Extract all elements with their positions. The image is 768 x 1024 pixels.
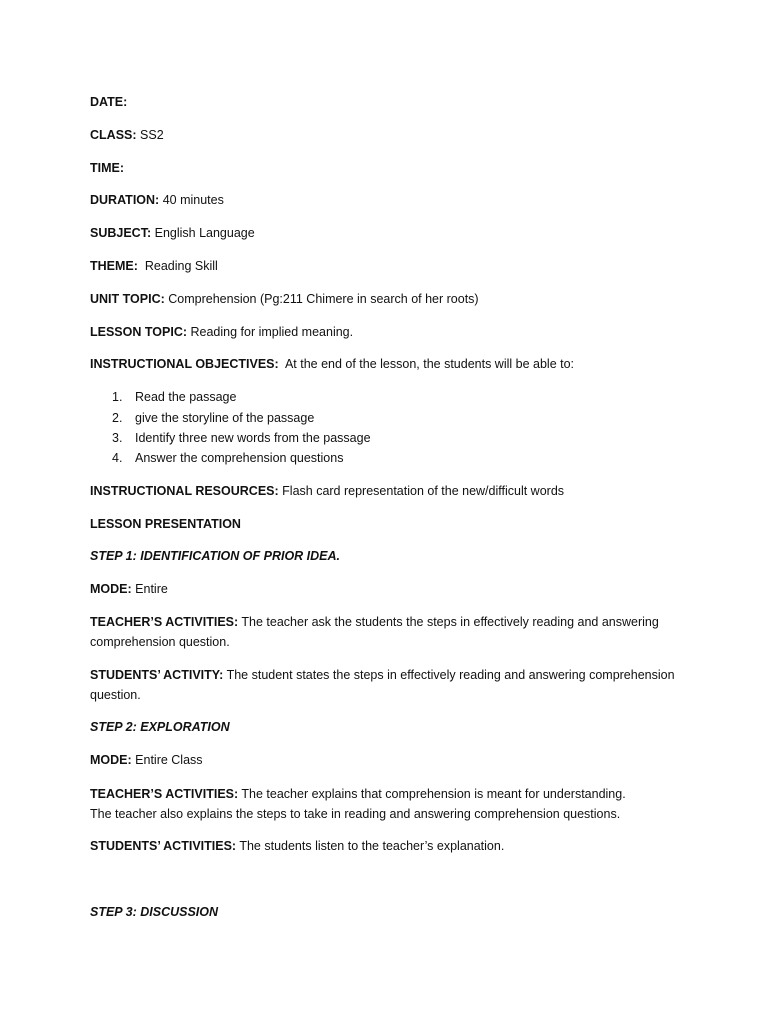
list-item: 3. Identify three new words from the passage (112, 431, 371, 445)
resources-field: INSTRUCTIONAL RESOURCES: Flash card representation of the new/difficult words (90, 484, 565, 498)
step1-title: STEP 1: IDENTIFICATION OF PRIOR IDEA. (90, 549, 341, 563)
objectives-field: INSTRUCTIONAL OBJECTIVES: At the end of the lesson, the students will be able to: (90, 357, 575, 371)
lesson-topic-field: LESSON TOPIC: Reading for implied meaning. (90, 325, 354, 339)
unit-topic-field: UNIT TOPIC: Comprehension (Pg:211 Chimere in search of her roots) (90, 292, 479, 306)
subject-field: SUBJECT: English Language (90, 226, 255, 240)
step2-title: STEP 2: EXPLORATION (90, 720, 230, 734)
list-item: 4. Answer the comprehension questions (112, 451, 344, 465)
duration-field: DURATION: 40 minutes (90, 193, 224, 207)
date-field: DATE: (90, 95, 128, 109)
class-field: CLASS: SS2 (90, 128, 164, 142)
step2-student-activities: STUDENTS’ ACTIVITIES: The students listen to the teacher’s explanation. (90, 839, 505, 853)
step2-teacher-activities: TEACHER’S ACTIVITIES: The teacher explains that comprehension is meant for understanding. The teacher also explains the steps to take in reading and answering comprehension questions. (90, 787, 626, 821)
step3-title: STEP 3: DISCUSSION (90, 905, 219, 919)
step2-mode: MODE: Entire Class (90, 753, 203, 767)
step1-student-activity: STUDENTS’ ACTIVITY: The student states the steps in effectively reading and answering comprehension question. (90, 668, 675, 702)
theme-field: THEME: Reading Skill (90, 259, 218, 273)
list-item: 2. give the storyline of the passage (112, 411, 315, 425)
step1-mode: MODE: Entire (90, 582, 168, 596)
list-item: 1. Read the passage (112, 390, 237, 404)
time-field: TIME: (90, 161, 125, 175)
lesson-presentation-heading: LESSON PRESENTATION (90, 517, 241, 531)
step1-teacher-activities: TEACHER’S ACTIVITIES: The teacher ask the students the steps in effectively reading and answering comprehension question. (90, 615, 659, 649)
